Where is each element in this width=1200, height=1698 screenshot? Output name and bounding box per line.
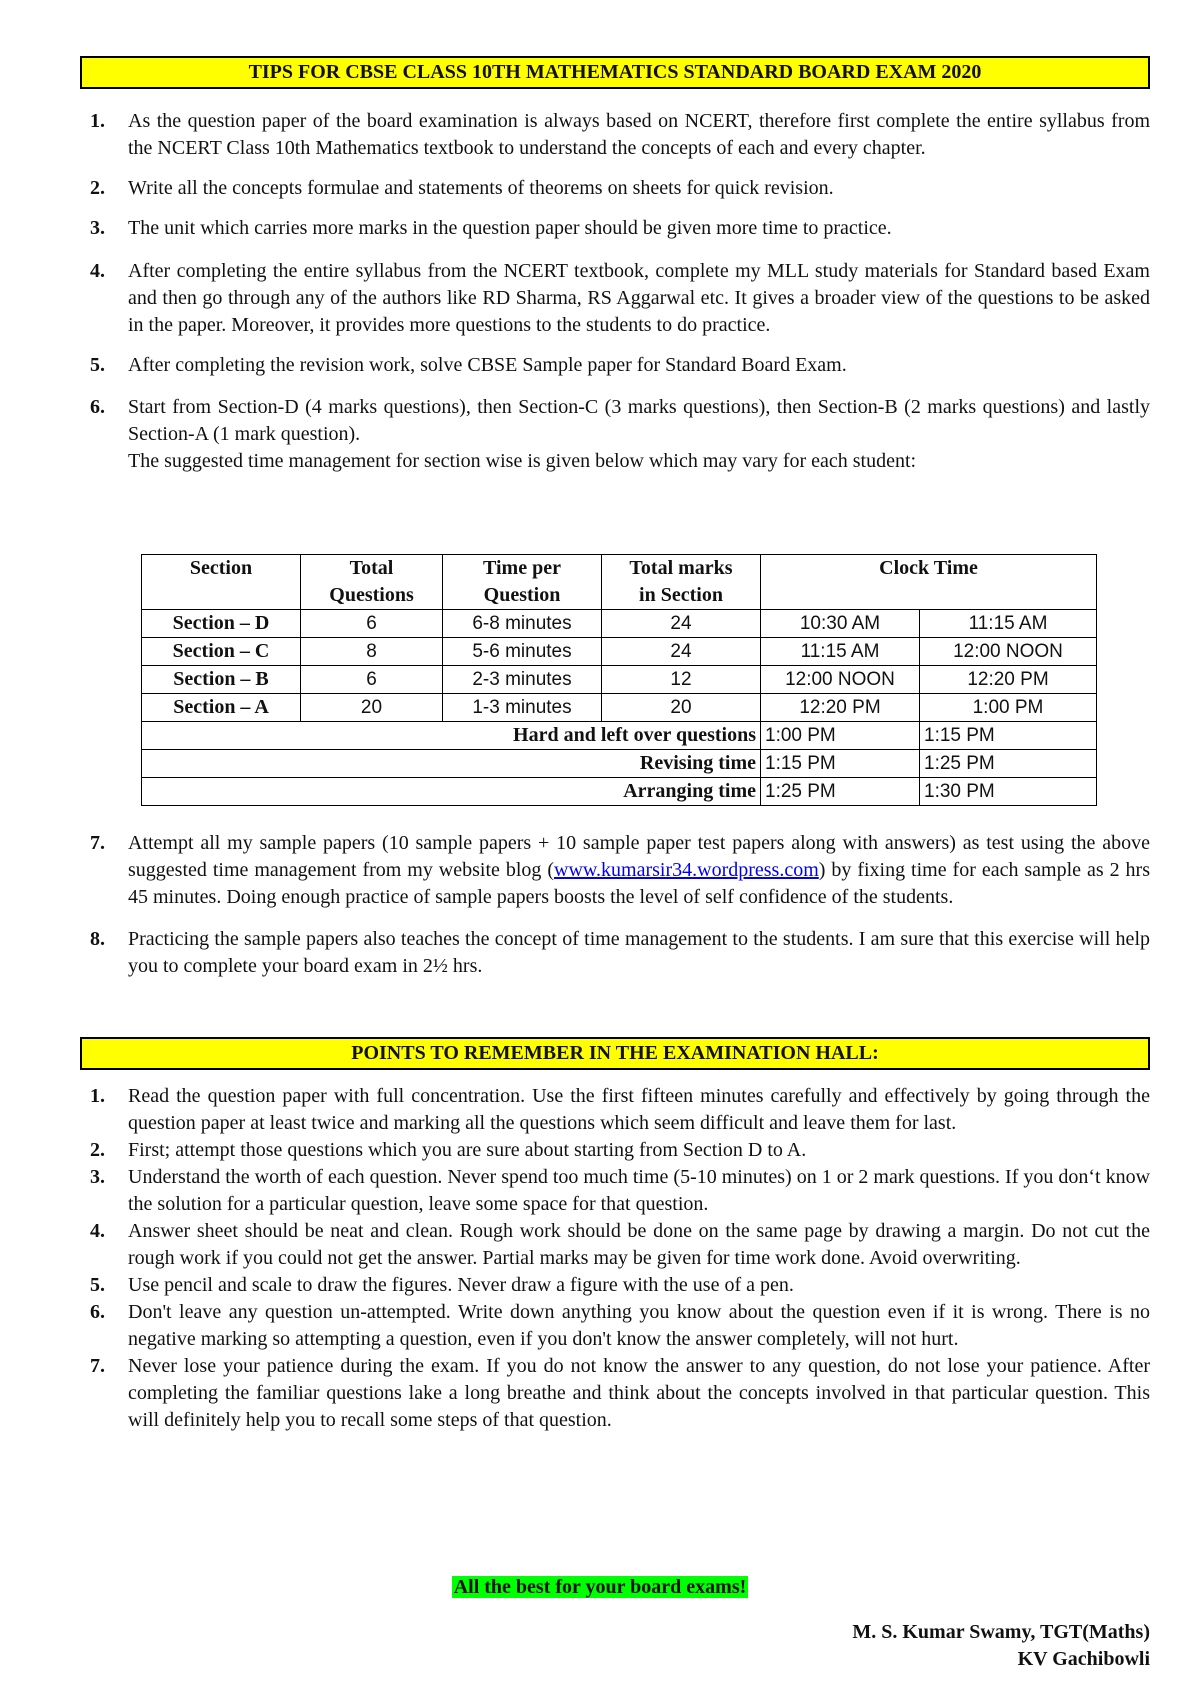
item-text: The unit which carries more marks in the question paper should be given more time to practice. xyxy=(128,217,892,239)
item-number: 1. xyxy=(90,1085,105,1107)
item-text: Use pencil and scale to draw the figures. Never draw a figure with the use of a pen. xyxy=(128,1274,794,1296)
item-text: Don't leave any question un-attempted. Write down anything you know about the question even if it is wrong. There is no negative marking so attempting a question, even if you don't know the answer completely, will not hurt. xyxy=(128,1301,1150,1350)
cell-extra-label: Arranging time xyxy=(142,778,761,806)
cell-section: Section – A xyxy=(142,694,301,722)
item-text: Attempt all my sample papers (10 sample papers + 10 sample paper test papers along with answers) as test using the above suggested time management from my website blog ( xyxy=(128,832,1150,881)
cell-questions: 6 xyxy=(301,666,443,694)
list-item xyxy=(80,830,1150,911)
cell-start: 1:15 PM xyxy=(761,750,920,778)
item-text: As the question paper of the board examination is always based on NCERT, therefore first complete the entire syllabus from the NCERT Class 10th Mathematics textbook to understand the concepts of each and every chapter. xyxy=(128,110,1150,159)
cell-questions: 20 xyxy=(301,694,443,722)
cell-start: 10:30 AM xyxy=(761,610,920,638)
cell-questions: 6 xyxy=(301,610,443,638)
cell-start: 11:15 AM xyxy=(761,638,920,666)
list-item xyxy=(80,1218,1150,1272)
list-item xyxy=(80,108,1150,162)
cell-end: 12:00 NOON xyxy=(920,638,1097,666)
item-text: First; attempt those questions which you are sure about starting from Section D to A. xyxy=(128,1139,807,1161)
cell-marks: 24 xyxy=(602,610,761,638)
list-item xyxy=(80,1083,1150,1137)
table-row xyxy=(142,694,1097,722)
item-number: 4. xyxy=(90,1220,105,1242)
cell-end: 1:00 PM xyxy=(920,694,1097,722)
item-text: After completing the entire syllabus from the NCERT textbook, complete my MLL study materials for Standard based Exam and then go through any of the authors like RD Sharma, RS Aggarwal etc. It gives a broader view of the questions to be asked in the paper. Moreover, it provides more questions to the students to do practice. xyxy=(128,260,1150,336)
list-item xyxy=(80,175,1150,202)
tips-list xyxy=(80,108,1150,488)
cell-marks: 24 xyxy=(602,638,761,666)
item-text: Answer sheet should be neat and clean. Rough work should be done on the same page by drawing a margin. Do not cut the rough work if you could not get the answer. Partial marks may be given for time work done. Avoid overwriting. xyxy=(128,1220,1150,1269)
table-intro-note: The suggested time management for section wise is given below which may vary for each student: xyxy=(128,450,917,472)
hall-title-banner: POINTS TO REMEMBER IN THE EXAMINATION HALL: xyxy=(80,1037,1150,1070)
list-item xyxy=(80,1137,1150,1164)
header-time-per-question: Time per Question xyxy=(443,555,602,610)
list-item xyxy=(80,394,1150,475)
cell-section: Section – B xyxy=(142,666,301,694)
header-total-questions: Total Questions xyxy=(301,555,443,610)
item-text: Practicing the sample papers also teaches the concept of time management to the students. I am sure that this exercise will help you to complete your board exam in 2½ hrs. xyxy=(128,928,1150,977)
header-section: Section xyxy=(142,555,301,610)
list-item xyxy=(80,352,1150,379)
cell-questions: 8 xyxy=(301,638,443,666)
item-number: 7. xyxy=(90,832,105,854)
item-text: After completing the revision work, solve CBSE Sample paper for Standard Board Exam. xyxy=(128,354,847,376)
item-number: 1. xyxy=(90,110,105,132)
table-row xyxy=(142,638,1097,666)
item-number: 3. xyxy=(90,217,105,239)
cell-time: 6-8 minutes xyxy=(443,610,602,638)
cell-end: 1:30 PM xyxy=(920,778,1097,806)
item-number: 2. xyxy=(90,177,105,199)
item-number: 6. xyxy=(90,1301,105,1323)
table-row xyxy=(142,750,1097,778)
cell-start: 1:00 PM xyxy=(761,722,920,750)
author-name: M. S. Kumar Swamy, TGT(Maths) xyxy=(852,1621,1150,1643)
table-header-row xyxy=(142,555,1097,610)
cell-section: Section – C xyxy=(142,638,301,666)
closing-text: All the best for your board exams! xyxy=(453,1576,747,1598)
hall-list xyxy=(80,1083,1150,1434)
cell-start: 1:25 PM xyxy=(761,778,920,806)
cell-end: 1:25 PM xyxy=(920,750,1097,778)
cell-time: 5-6 minutes xyxy=(443,638,602,666)
list-item xyxy=(80,926,1150,980)
item-number: 6. xyxy=(90,396,105,418)
item-number: 4. xyxy=(90,260,105,282)
list-item xyxy=(80,1353,1150,1434)
cell-end: 11:15 AM xyxy=(920,610,1097,638)
list-item xyxy=(80,1272,1150,1299)
cell-marks: 12 xyxy=(602,666,761,694)
list-item xyxy=(80,258,1150,339)
table-row xyxy=(142,722,1097,750)
table-row xyxy=(142,778,1097,806)
item-number: 2. xyxy=(90,1139,105,1161)
item-text: Start from Section-D (4 marks questions), then Section-C (3 marks questions), then Section-B (2 marks questions) and lastly Section-A (1 mark question). xyxy=(128,396,1150,445)
item-number: 7. xyxy=(90,1355,105,1377)
tips-title-banner: TIPS FOR CBSE CLASS 10TH MATHEMATICS STANDARD BOARD EXAM 2020 xyxy=(80,56,1150,89)
tips-list-continued xyxy=(80,830,1150,993)
header-clock-time: Clock Time xyxy=(761,555,1097,610)
item-text-after: ) by fixing time for each sample as 2 hrs 45 minutes. Doing enough practice of sample papers boosts the level of self confidence of the students. xyxy=(128,859,1150,908)
cell-section: Section – D xyxy=(142,610,301,638)
item-number: 5. xyxy=(90,1274,105,1296)
list-item xyxy=(80,1164,1150,1218)
cell-extra-label: Revising time xyxy=(142,750,761,778)
closing-line xyxy=(0,1574,1200,1601)
item-text: Understand the worth of each question. Never spend too much time (5-10 minutes) on 1 or 2 mark questions. If you don‘t know the solution for a particular question, leave some space for that question. xyxy=(128,1166,1151,1215)
cell-start: 12:20 PM xyxy=(761,694,920,722)
cell-time: 1-3 minutes xyxy=(443,694,602,722)
signature-block xyxy=(852,1619,1150,1673)
cell-extra-label: Hard and left over questions xyxy=(142,722,761,750)
item-number: 3. xyxy=(90,1166,105,1188)
header-total-marks: Total marks in Section xyxy=(602,555,761,610)
item-number: 8. xyxy=(90,928,105,950)
item-number: 5. xyxy=(90,354,105,376)
item-text: Read the question paper with full concentration. Use the first fifteen minutes carefully and effectively by going through the question paper at least twice and marking all the questions which seem difficult and leave them for last. xyxy=(128,1085,1150,1134)
cell-end: 1:15 PM xyxy=(920,722,1097,750)
list-item xyxy=(80,215,1150,242)
table-row xyxy=(142,610,1097,638)
item-text: Never lose your patience during the exam. If you do not know the answer to any question, do not lose your patience. After completing the familiar questions lake a long breathe and think about the concepts involved in that particular question. This will definitely help you to recall some steps of that question. xyxy=(128,1355,1150,1431)
cell-end: 12:20 PM xyxy=(920,666,1097,694)
blog-link[interactable]: www.kumarsir34.wordpress.com xyxy=(554,859,819,881)
item-text: Write all the concepts formulae and statements of theorems on sheets for quick revision. xyxy=(128,177,834,199)
cell-time: 2-3 minutes xyxy=(443,666,602,694)
time-management-table xyxy=(141,554,1097,806)
author-school: KV Gachibowli xyxy=(1017,1648,1150,1670)
list-item xyxy=(80,1299,1150,1353)
table-row xyxy=(142,666,1097,694)
cell-marks: 20 xyxy=(602,694,761,722)
cell-start: 12:00 NOON xyxy=(761,666,920,694)
